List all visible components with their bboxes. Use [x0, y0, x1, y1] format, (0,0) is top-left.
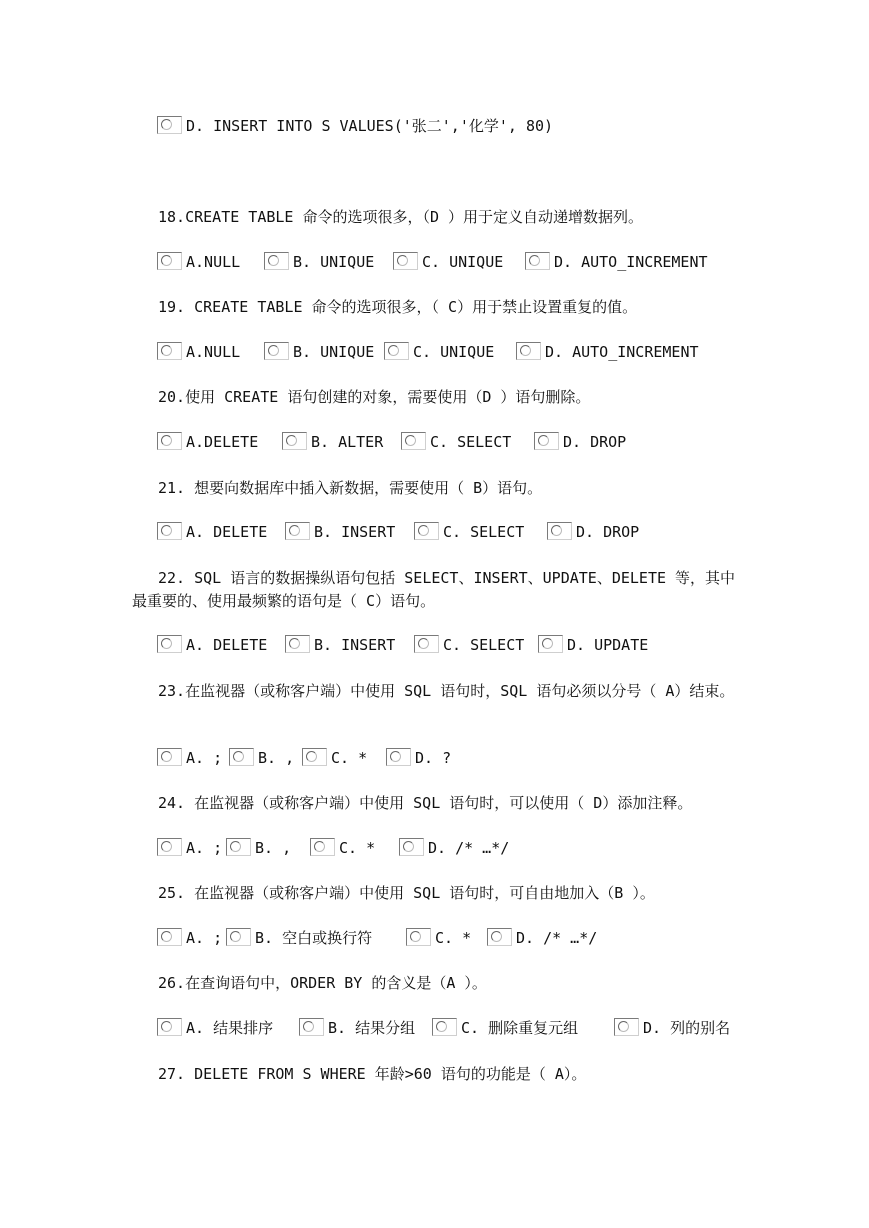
- option-label: C. *: [339, 839, 376, 857]
- radio-icon[interactable]: [226, 838, 251, 856]
- option-label: D. UPDATE: [567, 636, 649, 654]
- option-label: A. ;: [186, 749, 223, 767]
- option-label: D. 列的别名: [643, 1019, 731, 1037]
- radio-icon[interactable]: [302, 748, 327, 766]
- option-label: B. UNIQUE: [293, 343, 375, 361]
- radio-icon[interactable]: [432, 1018, 457, 1036]
- option-label: B. INSERT: [314, 523, 396, 541]
- radio-icon[interactable]: [157, 928, 182, 946]
- option-label: D. DROP: [563, 433, 627, 451]
- question-25: 25. 在监视器（或称客户端）中使用 SQL 语句时，可自由地加入（B ）。: [158, 884, 655, 902]
- question-24: 24. 在监视器（或称客户端）中使用 SQL 语句时，可以使用（ D）添加注释。: [158, 794, 693, 812]
- question-23: 23.在监视器（或称客户端）中使用 SQL 语句时，SQL 语句必须以分号（ A）结束。: [158, 682, 735, 700]
- radio-icon[interactable]: [547, 522, 572, 540]
- option-label: A.NULL: [186, 253, 241, 271]
- radio-icon[interactable]: [157, 838, 182, 856]
- q19-option-d[interactable]: [516, 342, 699, 362]
- option-label: C. UNIQUE: [422, 253, 504, 271]
- radio-icon[interactable]: [538, 635, 563, 653]
- radio-icon[interactable]: [157, 432, 182, 450]
- q23-option-d[interactable]: [386, 748, 451, 768]
- option-label: A.DELETE: [186, 433, 259, 451]
- option-label: C. SELECT: [443, 636, 525, 654]
- radio-icon[interactable]: [226, 928, 251, 946]
- radio-icon[interactable]: [534, 432, 559, 450]
- radio-icon[interactable]: [285, 522, 310, 540]
- option-label: D. AUTO_INCREMENT: [554, 253, 708, 271]
- radio-icon[interactable]: [157, 522, 182, 540]
- radio-icon[interactable]: [157, 748, 182, 766]
- q21-option-c[interactable]: [414, 522, 524, 542]
- q22-option-d[interactable]: [538, 635, 648, 655]
- radio-icon[interactable]: [229, 748, 254, 766]
- option-label: A. 结果排序: [186, 1019, 274, 1037]
- q22-option-c[interactable]: [414, 635, 524, 655]
- radio-icon[interactable]: [157, 635, 182, 653]
- q23-option-c[interactable]: [302, 748, 367, 768]
- radio-icon[interactable]: [414, 635, 439, 653]
- radio-icon[interactable]: [614, 1018, 639, 1036]
- option-label: C. 删除重复元组: [461, 1019, 579, 1037]
- q25-option-c[interactable]: [406, 928, 471, 948]
- radio-icon[interactable]: [406, 928, 431, 946]
- option-label: A. DELETE: [186, 523, 268, 541]
- option-label: C. *: [331, 749, 368, 767]
- option-label: D. /* …*/: [428, 839, 510, 857]
- q26-option-b[interactable]: [299, 1018, 415, 1038]
- question-22: 22. SQL 语言的数据操纵语句包括 SELECT、INSERT、UPDATE、DELETE 等，其中最重要的、使用最频繁的语句是（ C）语句。: [132, 569, 736, 610]
- q24-option-b[interactable]: [226, 838, 291, 858]
- q23-option-b[interactable]: [229, 748, 294, 768]
- q20-option-a[interactable]: [157, 432, 258, 452]
- q24-option-a[interactable]: [157, 838, 222, 858]
- q23-option-a[interactable]: [157, 748, 222, 768]
- option-label: B. 空白或换行符: [255, 929, 373, 947]
- radio-icon[interactable]: [487, 928, 512, 946]
- radio-icon[interactable]: [285, 635, 310, 653]
- option-label: D. /* …*/: [516, 929, 598, 947]
- option-label: D. ?: [415, 749, 452, 767]
- q20-option-c[interactable]: [401, 432, 511, 452]
- q26-option-a[interactable]: [157, 1018, 273, 1038]
- radio-icon[interactable]: [157, 1018, 182, 1036]
- radio-icon[interactable]: [384, 342, 409, 360]
- option-label: A. ;: [186, 929, 223, 947]
- q20-option-d[interactable]: [534, 432, 626, 452]
- q18-option-b[interactable]: [264, 252, 374, 272]
- q26-option-c[interactable]: [432, 1018, 578, 1038]
- option-label: A.NULL: [186, 343, 241, 361]
- option-label: B. UNIQUE: [293, 253, 375, 271]
- radio-icon[interactable]: [264, 252, 289, 270]
- option-label: A. ;: [186, 839, 223, 857]
- q24-option-d[interactable]: [399, 838, 509, 858]
- option-label: C. SELECT: [430, 433, 512, 451]
- q21-option-a[interactable]: [157, 522, 267, 542]
- q25-option-b[interactable]: [226, 928, 372, 948]
- radio-icon[interactable]: [264, 342, 289, 360]
- option-label: B. ,: [255, 839, 292, 857]
- option-label: A. DELETE: [186, 636, 268, 654]
- q25-option-a[interactable]: [157, 928, 222, 948]
- question-18: 18.CREATE TABLE 命令的选项很多，（D ）用于定义自动递增数据列。: [158, 208, 644, 226]
- option-label: C. SELECT: [443, 523, 525, 541]
- option-label: C. *: [435, 929, 472, 947]
- radio-icon[interactable]: [157, 116, 182, 134]
- q25-option-d[interactable]: [487, 928, 597, 948]
- q18-option-c[interactable]: [393, 252, 503, 272]
- option-label: B. ,: [258, 749, 295, 767]
- q21-option-b[interactable]: [285, 522, 395, 542]
- option-label: B. 结果分组: [328, 1019, 416, 1037]
- radio-icon[interactable]: [414, 522, 439, 540]
- q19-option-a[interactable]: [157, 342, 240, 362]
- q18-option-d[interactable]: [525, 252, 708, 272]
- question-20: 20.使用 CREATE 语句创建的对象，需要使用（D ）语句删除。: [158, 388, 591, 406]
- q19-option-b[interactable]: [264, 342, 374, 362]
- q18-option-a[interactable]: [157, 252, 240, 272]
- q19-option-c[interactable]: [384, 342, 494, 362]
- radio-icon[interactable]: [399, 838, 424, 856]
- question-21: 21. 想要向数据库中插入新数据，需要使用（ B）语句。: [158, 479, 543, 497]
- question-19: 19. CREATE TABLE 命令的选项很多，（ C）用于禁止设置重复的值。: [158, 298, 638, 316]
- option-label: C. UNIQUE: [413, 343, 495, 361]
- radio-icon[interactable]: [401, 432, 426, 450]
- radio-icon[interactable]: [386, 748, 411, 766]
- radio-icon[interactable]: [310, 838, 335, 856]
- radio-icon[interactable]: [516, 342, 541, 360]
- q22-option-b[interactable]: [285, 635, 395, 655]
- option-top-d[interactable]: [157, 116, 553, 136]
- radio-icon[interactable]: [157, 252, 182, 270]
- q20-option-b[interactable]: [282, 432, 383, 452]
- question-27: 27. DELETE FROM S WHERE 年龄>60 语句的功能是（ A）。: [158, 1065, 587, 1083]
- radio-icon[interactable]: [393, 252, 418, 270]
- option-label: D. AUTO_INCREMENT: [545, 343, 699, 361]
- q26-option-d[interactable]: [614, 1018, 730, 1038]
- radio-icon[interactable]: [299, 1018, 324, 1036]
- radio-icon[interactable]: [157, 342, 182, 360]
- q21-option-d[interactable]: [547, 522, 639, 542]
- q24-option-c[interactable]: [310, 838, 375, 858]
- q22-option-a[interactable]: [157, 635, 267, 655]
- radio-icon[interactable]: [525, 252, 550, 270]
- option-label: D. INSERT INTO S VALUES('张二','化学', 80): [186, 117, 554, 135]
- option-label: D. DROP: [576, 523, 640, 541]
- option-label: B. INSERT: [314, 636, 396, 654]
- option-label: B. ALTER: [311, 433, 384, 451]
- question-26: 26.在查询语句中，ORDER BY 的含义是（A ）。: [158, 974, 487, 992]
- radio-icon[interactable]: [282, 432, 307, 450]
